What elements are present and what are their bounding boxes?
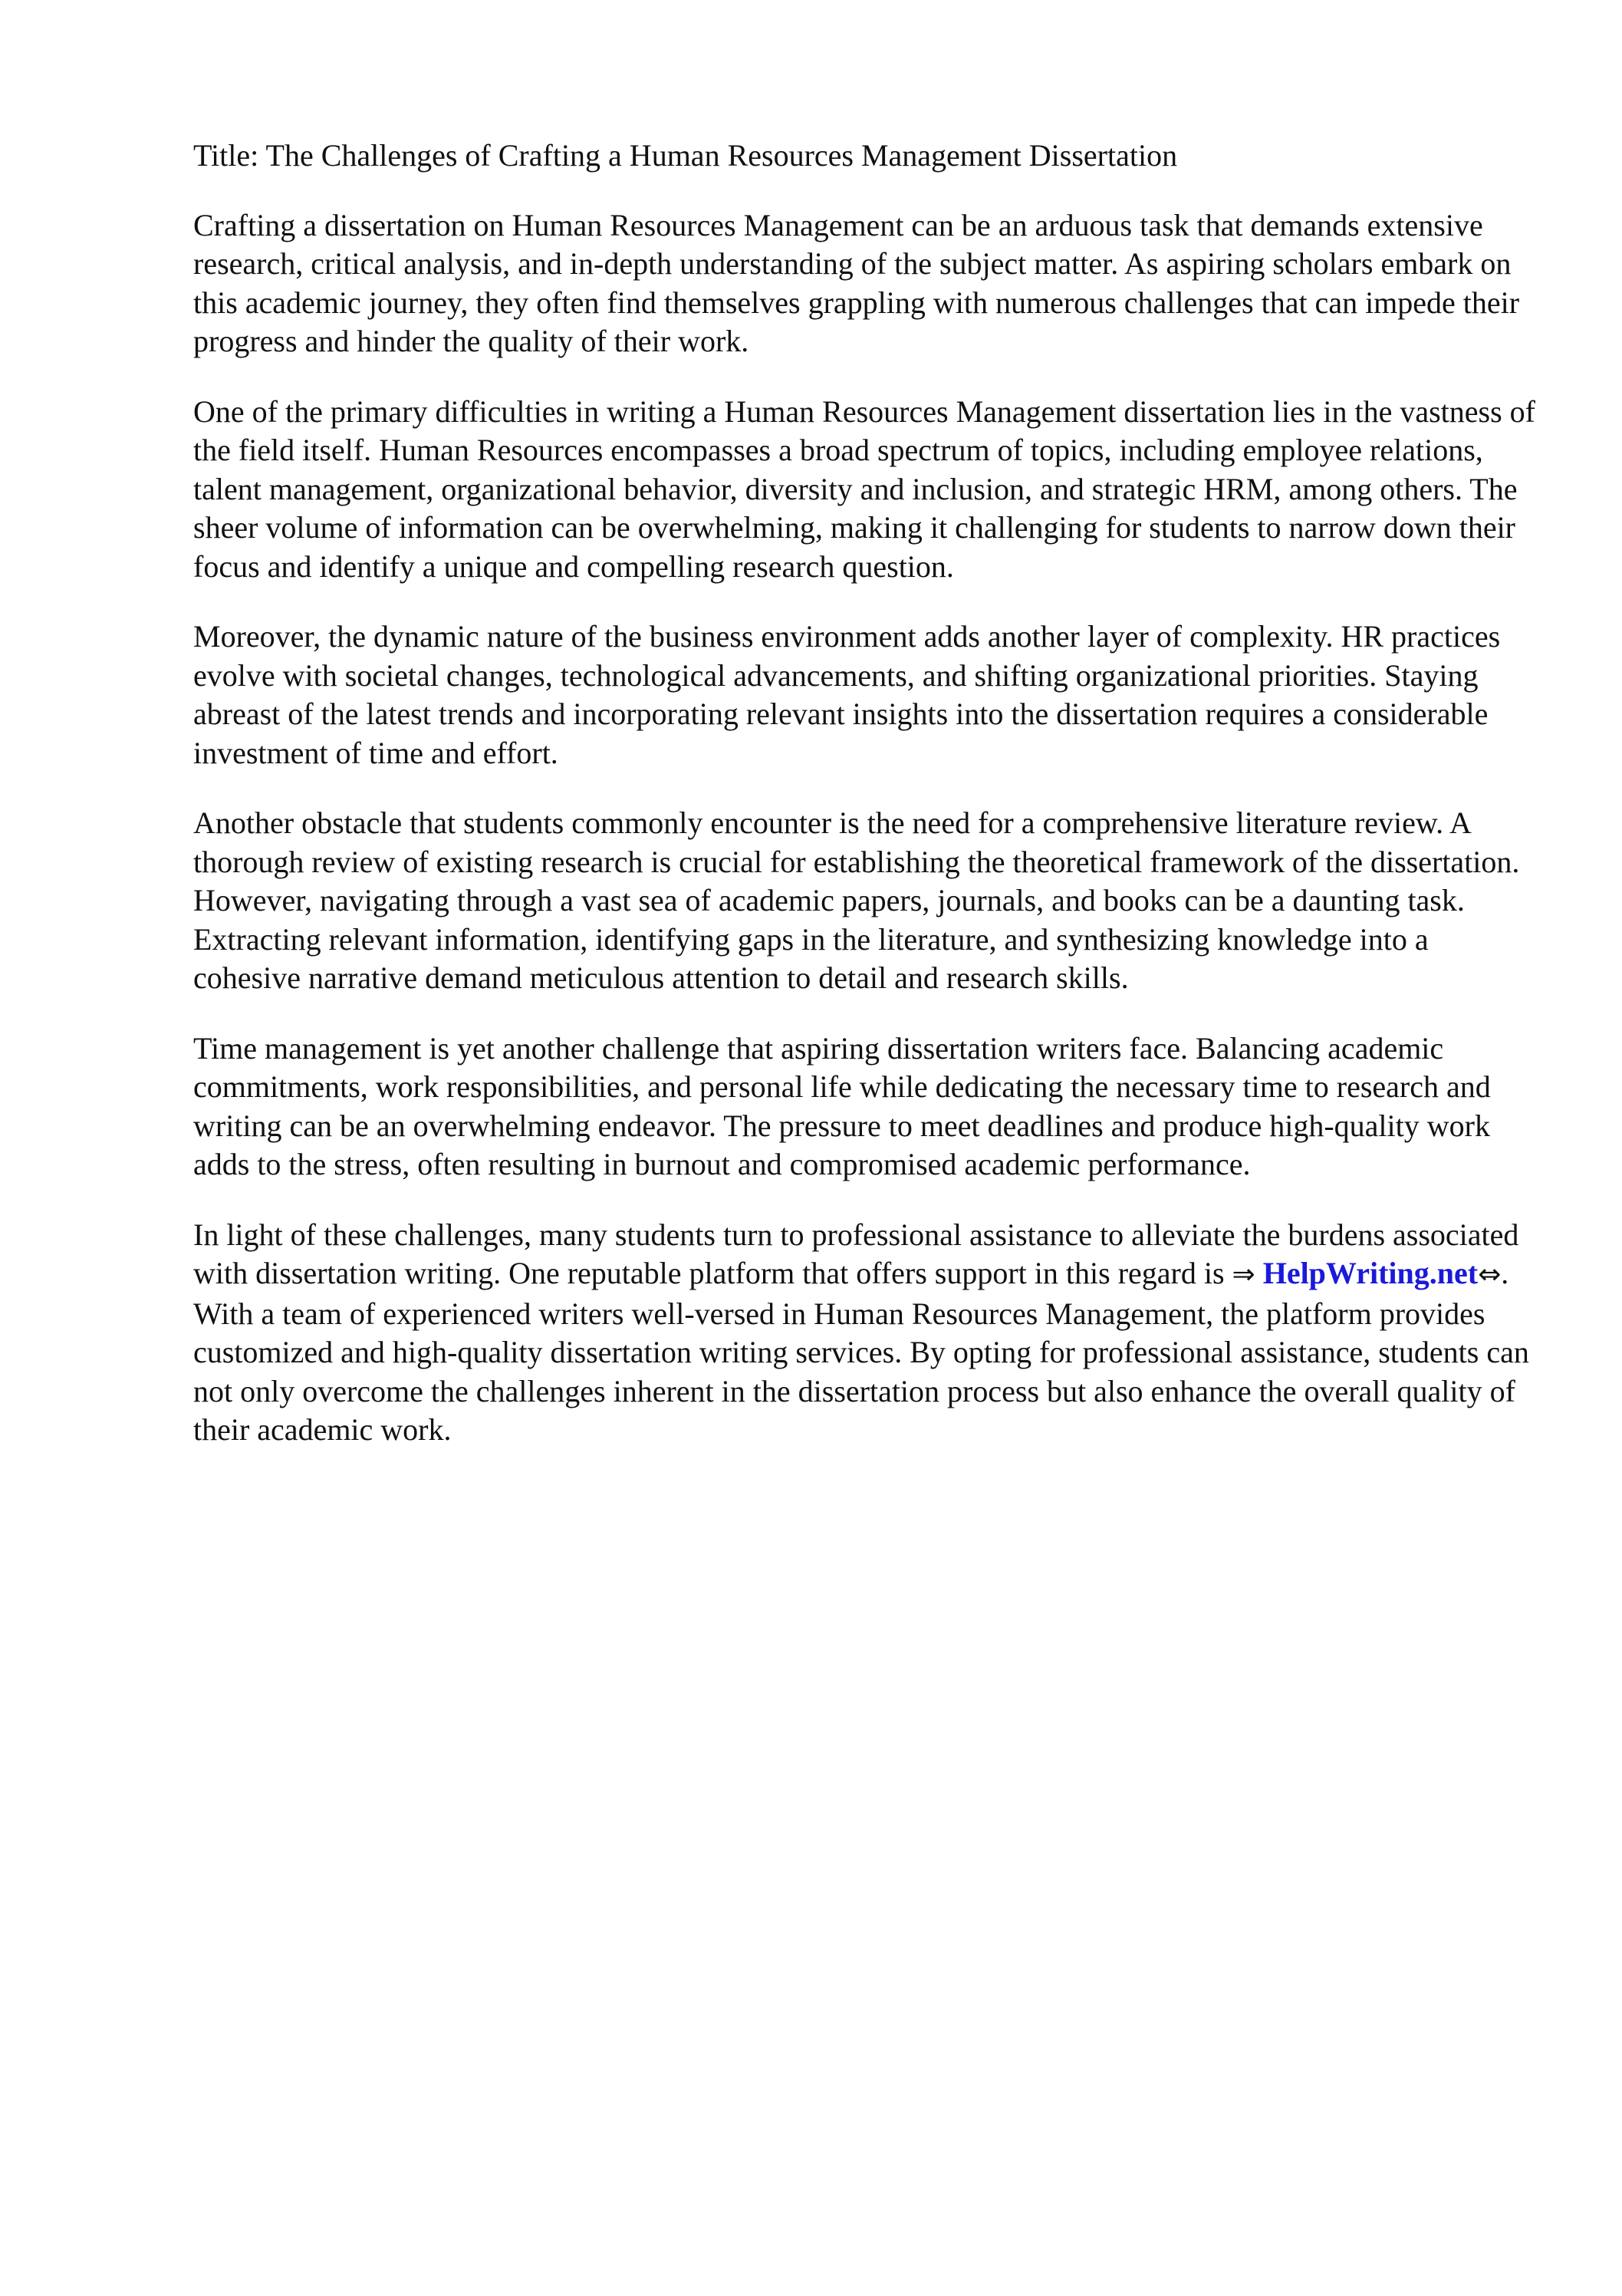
paragraph-literature-review: Another obstacle that students commonly encounter is the need for a comprehensive literature review. A thorough review of existing research is crucial for establishing the theoretical framework of the dissertation. However, navigating through a vast sea of academic papers, journals, and books can be a daunting task. Extracting relevant information, identifying gaps in the literature, and synthesizing knowledge into a cohesive narrative demand meticulous attention to detail and research skills. xyxy=(193,805,1520,995)
document-title: Title: The Challenges of Crafting a Human Resources Management Dissertation xyxy=(193,138,1178,173)
paragraph-time-management: Time management is yet another challenge that aspiring dissertation writers face. Balancing academic commitments, work responsibilities, and personal life while dedicating the necessary time to research and writing can be an overwhelming endeavor. The pressure to meet deadlines and produce high-quality work adds to the stress, often resulting in burnout and compromised academic performance. xyxy=(193,1030,1491,1181)
left-right-double-arrow-icon: ⇔ xyxy=(1478,1259,1502,1290)
paragraph-professional-assistance xyxy=(193,1216,1543,1450)
right-double-arrow-icon: ⇒ xyxy=(1232,1259,1255,1290)
document-page xyxy=(193,137,1543,1481)
paragraph-intro: Crafting a dissertation on Human Resources Management can be an arduous task that demands extensive research, critical analysis, and in-depth understanding of the subject matter. As aspiring scholars embark on this academic journey, they often find themselves grappling with numerous challenges that can impede their progress and hinder the quality of their work. xyxy=(193,207,1520,358)
final-paragraph-tail-text: . With a team of experienced writers well-versed in Human Resources Management, the platform provides customized and high-quality dissertation writing services. By opting for professional assistance, students can not only overcome the challenges inherent in the dissertation process but also enhance the overall quality of their academic work. xyxy=(193,1256,1529,1447)
paragraph-field-vastness: One of the primary difficulties in writing a Human Resources Management dissertation lies in the vastness of the field itself. Human Resources encompasses a broad spectrum of topics, including employee relations, talent management, organizational behavior, diversity and inclusion, and strategic HRM, among others. The sheer volume of information can be overwhelming, making it challenging for students to narrow down their focus and identify a unique and compelling research question. xyxy=(193,394,1535,584)
paragraph-dynamic-environment: Moreover, the dynamic nature of the business environment adds another layer of complexity. HR practices evolve with societal changes, technological advancements, and shifting organizational priorities. Staying abreast of the latest trends and incorporating relevant insights into the dissertation requires a considerable investment of time and effort. xyxy=(193,619,1501,770)
final-paragraph-lead-text: In light of these challenges, many students turn to professional assistance to alleviate the burdens associated with dissertation writing. One reputable platform that offers support in this regard is xyxy=(193,1217,1519,1290)
helpwriting-link[interactable]: HelpWriting.net xyxy=(1262,1256,1479,1290)
